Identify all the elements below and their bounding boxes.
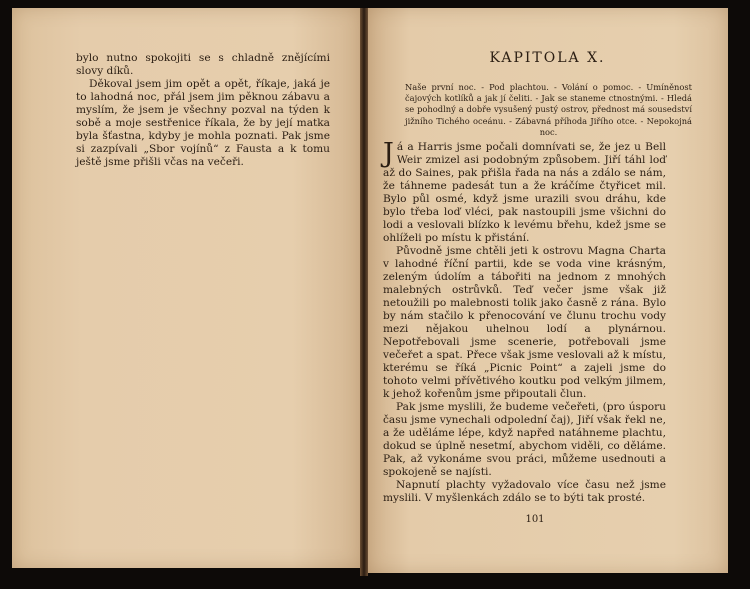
left-paragraph: Děkoval jsem jim opět a opět, říkaje, jaká je to lahodná noc, přál jsem jim pěknou zábavu a myslím, že jsem je všechny pozval na týden k sobě a moje sestřenice říkala, že by její matka byla šťastna, kdyby je mohla poznati. Pak jsme si zazpívali „Sbor vojínů“ z Fausta a k tomu ještě jsme přišli včas na večeři. (76, 78, 330, 168)
first-paragraph-text: á a Harris jsme počali domnívati se, že jez u Bell Weir zmizel asi podobným způsobem. Jiří táhl loď až do Saines, pak přišla řada na nás a zdálo se nám, že táhneme padesát tun a že kráčíme čtyřicet mil. Bylo půl osmé, když jsme urazili svou dráhu, kde bylo třeba loď vléci, pak nastoupili jsme všichni do lodi a veslovali blízko k levému břehu, kdež jsme se ohlíželi po místu k přistání. (383, 141, 666, 244)
right-first-paragraph (383, 138, 666, 245)
right-paragraph: Pak jsme myslili, že budeme večeřeti, (pro úsporu času jsme vynechali odpolední čaj), Jiří však řekl ne, a že uděláme lépe, když napřed natáhneme plachtu, dokud se úplně nesetmí, abychom viděli, co děláme. Pak, až vykonáme svou práci, můžeme usednouti a spokojeně se najísti. (383, 401, 666, 478)
page-number: 101 (525, 514, 545, 525)
right-page-text (383, 138, 666, 505)
right-paragraph: Původně jsme chtěli jeti k ostrovu Magna Charta v lahodné říční partii, kde se voda vine krásným, zeleným údolím a tábořiti na jednom z mnohých malebných ostrůvků. Teď večer jsme však již netoužili po malebnosti tolik jako časně z rána. Bylo by nám stačilo k přenocování ve člunu trochu vody mezi nějakou uhelnou lodí a plynárnou. Nepotřebovali jsme scenerie, potřebovali jsme večeřet a spat. Přece však jsme veslovali až k místu, kterému se říká „Picnic Point“ a zajeli jsme do tohoto velmi přívětivého koutku pod velkým jilmem, k jehož kořenům jsme připoutali člun. (383, 245, 666, 400)
right-paragraph: Napnutí plachty vyžadovalo více času než jsme myslili. V myšlenkách zdálo se to býti tak prosté. (383, 479, 666, 504)
drop-cap: J (383, 138, 394, 169)
book-gutter (360, 8, 368, 576)
chapter-title: KAPITOLA X. (489, 50, 606, 66)
left-paragraph: bylo nutno spokojiti se s chladně znějícími slovy díků. (76, 52, 330, 77)
left-page-text (76, 52, 330, 169)
chapter-synopsis: Naše první noc. - Pod plachtou. - Volání o pomoc. - Umíněnost čajových kotlíků a jak jí čeliti. - Jak se staneme ctnostnými. - Hledá se pohodlný a dobře vysušený pustý ostrov, přednost má sousedství jižního Tichého oceánu. - Zábavná příhoda Jiřího otce. - Nepokojná noc. (405, 82, 692, 137)
